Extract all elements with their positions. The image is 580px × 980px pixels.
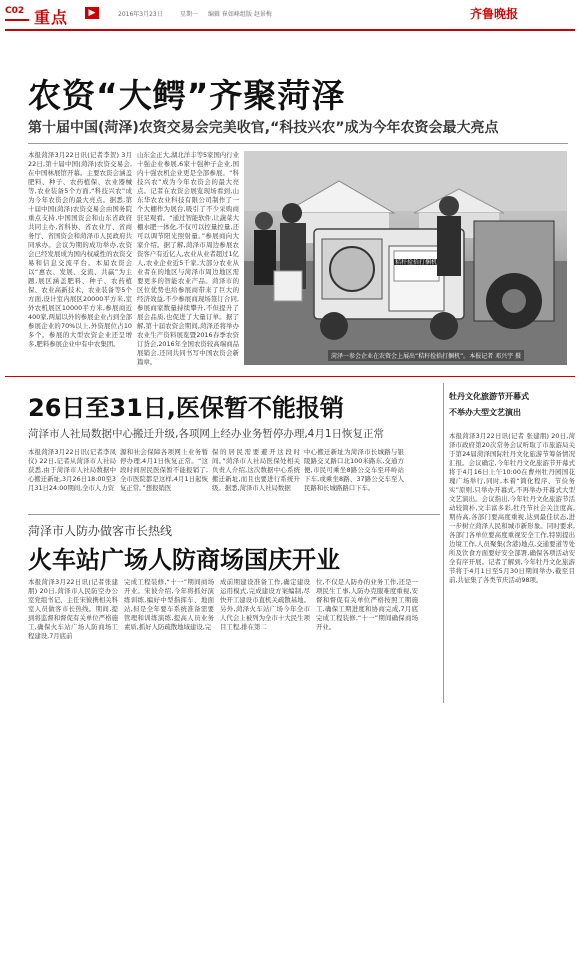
page-number: C02 <box>5 6 25 16</box>
story1-column-2: 山东金正大,湖北洋丰等5家国内行业十强企业参展,6家十强种子企业,国内十强农机企业更是全部参展。“科技兴农”成为今年农资会的最大亮点。记者在农资会展览现场看到,山东华农农业科技有限公司制作了一个大棚作为展台,吸引了不少采购商驻足观看。“通过智能软件,让蔬菜大棚水肥一体化,不仅可以控量控量,还可以调节阳光照射量。”参展商向大家介绍。据了解,菏泽市周边参展农资客户有近亿人,农业从业者超过1亿人,农业企业近5千家,大部分农业从业者在的地区与菏泽市周边地区需要更多的智能农业产品。菏泽市的区位优势也给参展商带来了巨大的经济效益,不少参展商现场签订合同,参展商家数量持续攀升,不但提升了展会品质,也促进了大量订单。据了解,第十届农资会期间,菏泽还将举办农业生产资料展览暨2016春季农资订货会,2016年全国农资较高端商品展销会,还同共同书写中国农资会新篇章。 <box>137 151 239 365</box>
page-code-underline <box>5 19 29 21</box>
story1-column-1: 本报菏泽3月22日讯(记者李贺) 3月22日,第十届中国(菏泽)农资交易会,在中国林展馆开幕。主要农资会涵盖肥料、种子、农药植保、农业器械等,农业装备5个方面,“科技兴农”成为今年农资会的最大亮点。据悉,第十届中国(菏泽)农资交易会由国务院重点支持,中国国资会和山东省政府共同主办,省科协、省农业厅、省商务厅、省国资会和菏泽市人民政府共同承办。会议为期的成功举办,农资会已经发展成为国内权威性的农资交易和信息交流平台。本届农资会以“惠农、发展、交流、共赢”为主题,展区涵盖肥料、种子、农药植保、农业高新技术、农业装备等5个方面,设计室内展区20000平方米,室外农机展区10000平方米,参展商近400家,两届以外的参展企业占到全部参展企业的70%以上,外资展位占10多个。参展的大型农资企业还呈增多,肥料参展企业中有中农集团。 <box>28 151 132 348</box>
machine-label: 秸秆捡拾打捆机 <box>395 259 438 266</box>
sidebar-headline-line-1: 牡丹文化旅游节开幕式 <box>449 392 529 401</box>
story1-headline: 农资“大鳄”齐聚菏泽 <box>28 76 346 115</box>
layout-credit: 组版 赵景梅 <box>240 11 272 18</box>
header-rule <box>5 29 575 31</box>
sidebar-body: 本报菏泽3月22日讯(记者 张建朋) 20日,菏泽市政府第20次常务会议听取了市旅游局关于第24届菏泽国际牡丹文化旅游节筹备情况汇报。会议确定,今年牡丹文化旅游节开幕式将于4月16日上午10:00在曹州牡丹园国花瑰广场举行,同时,本着“简化程序、节俭务实”原则,只举办开幕式,不再举办开幕式大型文艺演出。会议指出,今年牡丹文化旅游节活动较简朴,文丰富多彩,牡丹节社会关注度高,期待高,各部门要高度重视,达到最佳状态,进一步树立菏泽人民和城市新形象。同时要求,各部门各单位要高度重视安全工作,特别提出边境工作,人员聚集(含港)地点,交通要道等处所及饮食方面要好安全部署,确保各项活动安全有序开展。记者了解到,今年牡丹文化旅游节将于4月1日至5月30日期间举办,截至目前,共征集了各类节庆活动98项。 <box>449 432 575 584</box>
story2-column-4: 中心搬迁新址为菏泽市长城路与银陵路交叉路口北100米路东,交通方便,市民可乘坐8路公交车至环岭站下车,或乘坐8路、37路公交车至人民路和长城路路口下车。 <box>304 448 404 492</box>
story2-column-2: 源和社会保障各项网上业务暂停办理,4月1日恢复正常。“这段时间居民医保暂不能报销了,全市医院都是这样,4月1日起恢复正常。”想报销医 <box>120 448 208 492</box>
story2-headline: 26日至31日,医保暂不能报销 <box>28 394 344 422</box>
story2-column-1: 本报菏泽3月22日讯(记者李凤仪) 22日,记者从菏泽市人社局获悉,由于菏泽市人社局数据中心搬迁新址,3月26日18:00至3月31日24:00期间,全市人力资 <box>28 448 116 492</box>
editor-credit: 编辑 崔如峰 <box>208 11 240 18</box>
issue-weekday: 星期一 <box>180 11 199 18</box>
sidebar-headline-line-2: 不举办大型文艺演出 <box>449 408 521 417</box>
story2-bottom-rule <box>28 514 440 515</box>
sidebar-divider <box>443 383 444 703</box>
section-arrow-icon: ▶ <box>85 7 99 19</box>
story3-column-2: 完成工程装修,“十一”期间商场开业。宋彼介绍,今年将抓好演练训练,编好中型指挥车、地面站,但是全年要车系统准备需要管理和训练演练,提高人员业务素质,抓好人防疏散地域建设,完 <box>124 578 214 631</box>
story3-kicker: 菏泽市人防办做客市长热线 <box>28 524 173 538</box>
sidebar-headline <box>449 389 574 421</box>
story1-rule <box>28 143 568 144</box>
section-title: 重点 <box>34 8 69 27</box>
story3-headline: 火车站广场人防商场国庆开业 <box>28 546 340 574</box>
story2-column-3: 保的居民需要避开这段时间。”菏泽市人社局医保处相关负责人介绍,这次数据中心系统搬迁新址,而且也要进行系统升级。据悉,菏泽市人社局数据 <box>212 448 300 492</box>
newspaper-masthead: 齐鲁晚报 <box>470 7 519 21</box>
story3-column-3: 成前期建设准备工作,确定建设运用模式,完成建设方案编制,尽快开工建设市直机关疏散基地。另外,菏泽火车站广场今年全市人代会上被列为全市十大民生项目工程,排在第二 <box>220 578 310 631</box>
story3-column-1: 本报菏泽3月22日讯(记者张建朋) 20日,菏泽市人民防空办公室党组书记、主任宋彼携相关科室人员做客市长热线。期间,提到将监督和督促有关单位严格施工,确保火车站广场人防商场工程建设,7月底前 <box>28 578 118 640</box>
story1-subheadline: 第十届中国(菏泽)农资交易会完美收官,“科技兴农”成为今年农资会最大亮点 <box>28 120 499 136</box>
story3-column-4: 位,不仅是人防办的业务工作,还是一项民生工事,人防办克服难度重视,安督和督促有关单位严格按照工期施工,确保工期进度和协商完成,7月底完成工程装修,“十一”期间确保商场开业。 <box>316 578 418 631</box>
issue-date: 2016年3月23日 <box>118 11 163 18</box>
story1-photo-caption: 菏泽一参会企业在农资会上展出“秸秆捡拾打捆机”。本报记者 邓兴宇 摄 <box>328 350 524 361</box>
story1-bottom-rule <box>5 376 575 377</box>
story2-subheadline: 菏泽市人社局数据中心搬迁升级,各项网上经办业务暂停办理,4月1日恢复正常 <box>28 428 385 440</box>
